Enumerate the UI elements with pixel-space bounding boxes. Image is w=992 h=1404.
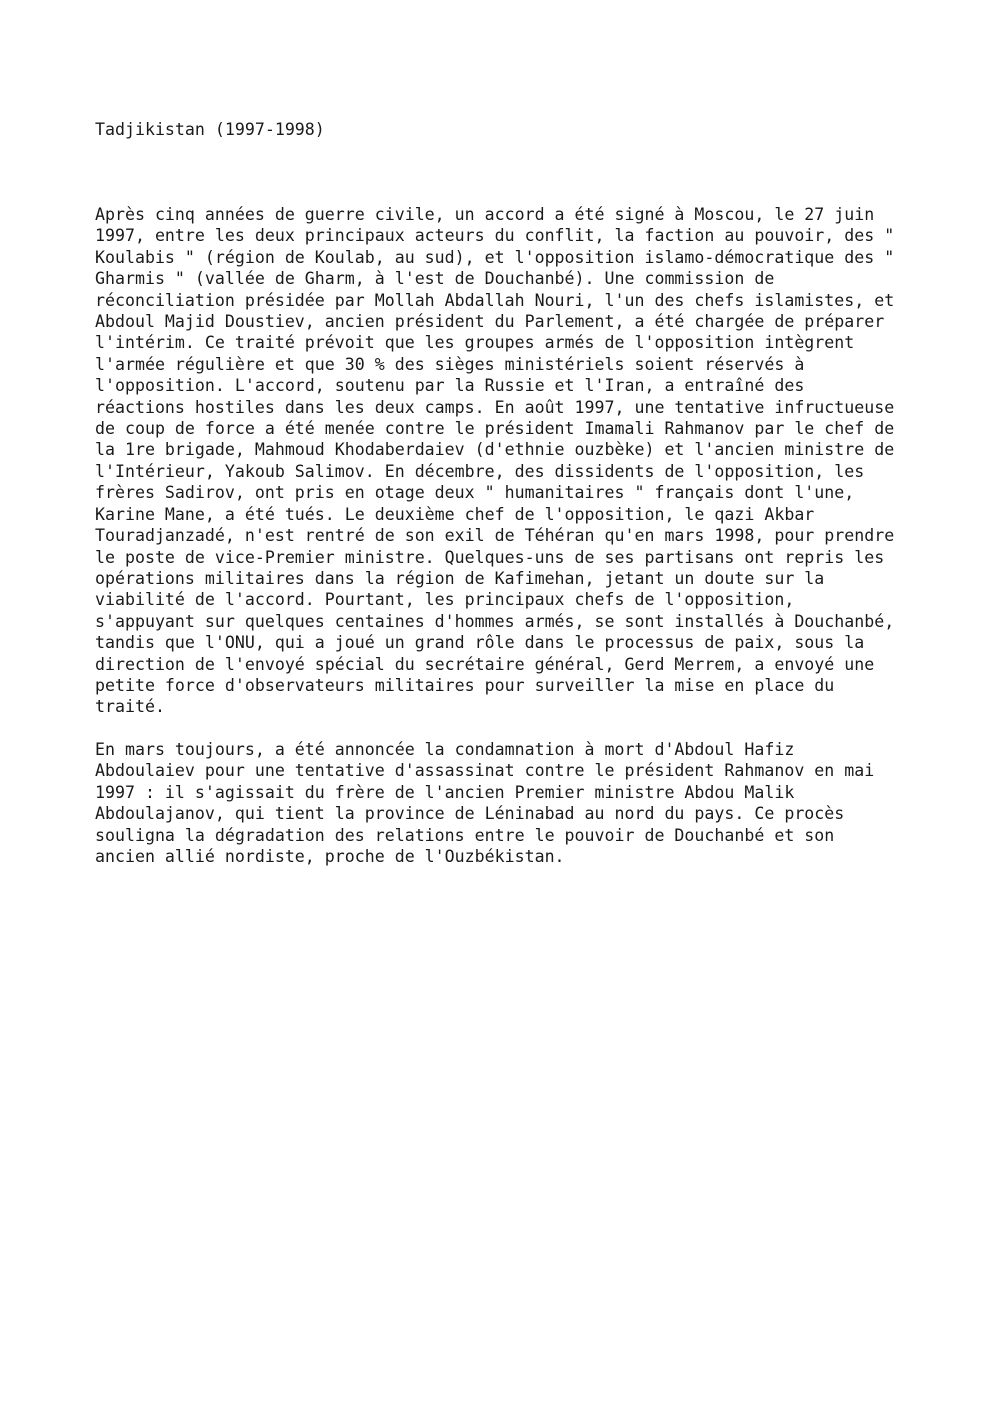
- document-title: Tadjikistan (1997-1998): [95, 120, 325, 139]
- paragraph-condamnation: En mars toujours, a été annoncée la condamnation à mort d'Abdoul Hafiz Abdoulaiev pour une tentative d'assassinat contre le président Rahmanov en mai 1997 : il s'agissait du frère de l'ancien Premier ministre Abdou Malik Abdoulajanov, qui tient la province de Léninabad au nord du pays. Ce procès souligna la dégradation des relations entre le pouvoir de Douchanbé et son ancien allié nordiste, proche de l'Ouzbékistan.: [95, 740, 875, 867]
- paragraph-accord-moscou: Après cinq années de guerre civile, un accord a été signé à Moscou, le 27 juin 1997, entre les deux principaux acteurs du conflit, la faction au pouvoir, des " Koulabis " (région de Koulab, au sud), et l'opposition islamo-démocratique des " Gharmis " (vallée de Gharm, à l'est de Douchanbé). Une commission de réconciliation présidée par Mollah Abdallah Nouri, l'un des chefs islamistes, et Abdoul Majid Doustiev, ancien président du Parlement, a été chargée de préparer l'intérim. Ce traité prévoit que les groupes armés de l'opposition intègrent l'armée régulière et que 30 % des sièges ministériels soient réservés à l'opposition. L'accord, soutenu par la Russie et l'Iran, a entraîné des réactions hostiles dans les deux camps. En août 1997, une tentative infructueuse de coup de force a été menée contre le président Imamali Rahmanov par le chef de la 1re brigade, Mahmoud Khodaberdaiev (d'ethnie ouzbèke) et l'ancien ministre de l'Intérieur, Yakoub Salimov. En décembre, des dissidents de l'opposition, les frères Sadirov, ont pris en otage deux " humanitaires " français dont l'une, Karine Mane, a été tués. Le deuxième chef de l'opposition, le qazi Akbar Touradjanzadé, n'est rentré de son exil de Téhéran qu'en mars 1998, pour prendre le poste de vice-Premier ministre. Quelques-uns de ses partisans ont repris les opérations militaires dans la région de Kafimehan, jetant un doute sur la viabilité de l'accord. Pourtant, les principaux chefs de l'opposition, s'appuyant sur quelques centaines d'hommes armés, se sont installés à Douchanbé, tandis que l'ONU, qui a joué un grand rôle dans le processus de paix, sous la direction de l'envoyé spécial du secrétaire général, Gerd Merrem, a envoyé une petite force d'observateurs militaires pour surveiller la mise en place du traité.: [95, 205, 895, 717]
